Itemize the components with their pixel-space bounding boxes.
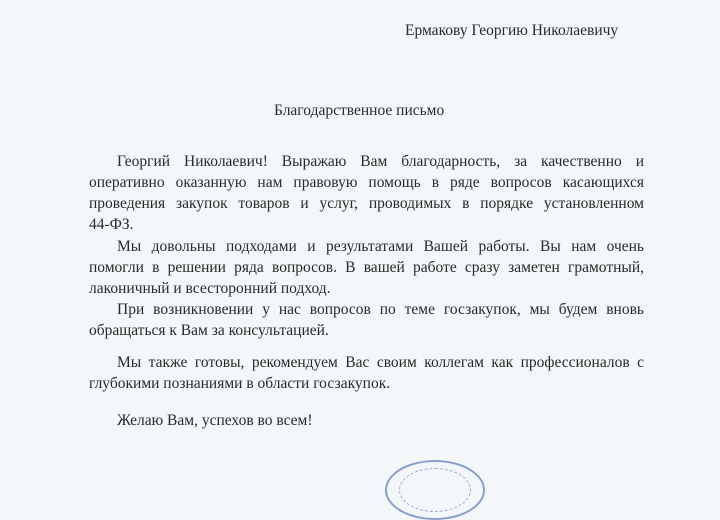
body-line: глубокими познаниями в области госзакупок. [89, 375, 391, 392]
body-line: Мы также готовы, рекомендуем Вас своим коллегам как профессионалов с [117, 354, 644, 371]
body-line: Мы довольны подходами и результатами Вашей работы. Вы нам очень [117, 238, 644, 255]
letter-title: Благодарственное письмо [274, 102, 445, 119]
body-line: лаконичный и всесторонний подход. [89, 280, 331, 297]
body-line: проведения закупок товаров и услуг, проводимых в порядке установленном [89, 195, 644, 212]
addressee: Ермакову Георгию Николаевичу [405, 22, 619, 39]
body-line: оперативно оказанную нам правовую помощь в ряде вопросов касающихся [89, 174, 644, 191]
body-line: При возникновении у нас вопросов по теме госзакупок, мы будем вновь [117, 301, 644, 318]
body-line: помогли в решении ряда вопросов. В вашей работе сразу заметен грамотный, [89, 259, 644, 276]
stamp-seal [385, 460, 485, 520]
body-line: 44-ФЗ. [89, 216, 134, 233]
body-line: Георгий Николаевич! Выражаю Вам благодарность, за качественно и [117, 153, 644, 170]
body-line: обращаться к Вам за консультацией. [89, 322, 329, 339]
closing-line: Желаю Вам, успехов во всем! [117, 412, 313, 429]
